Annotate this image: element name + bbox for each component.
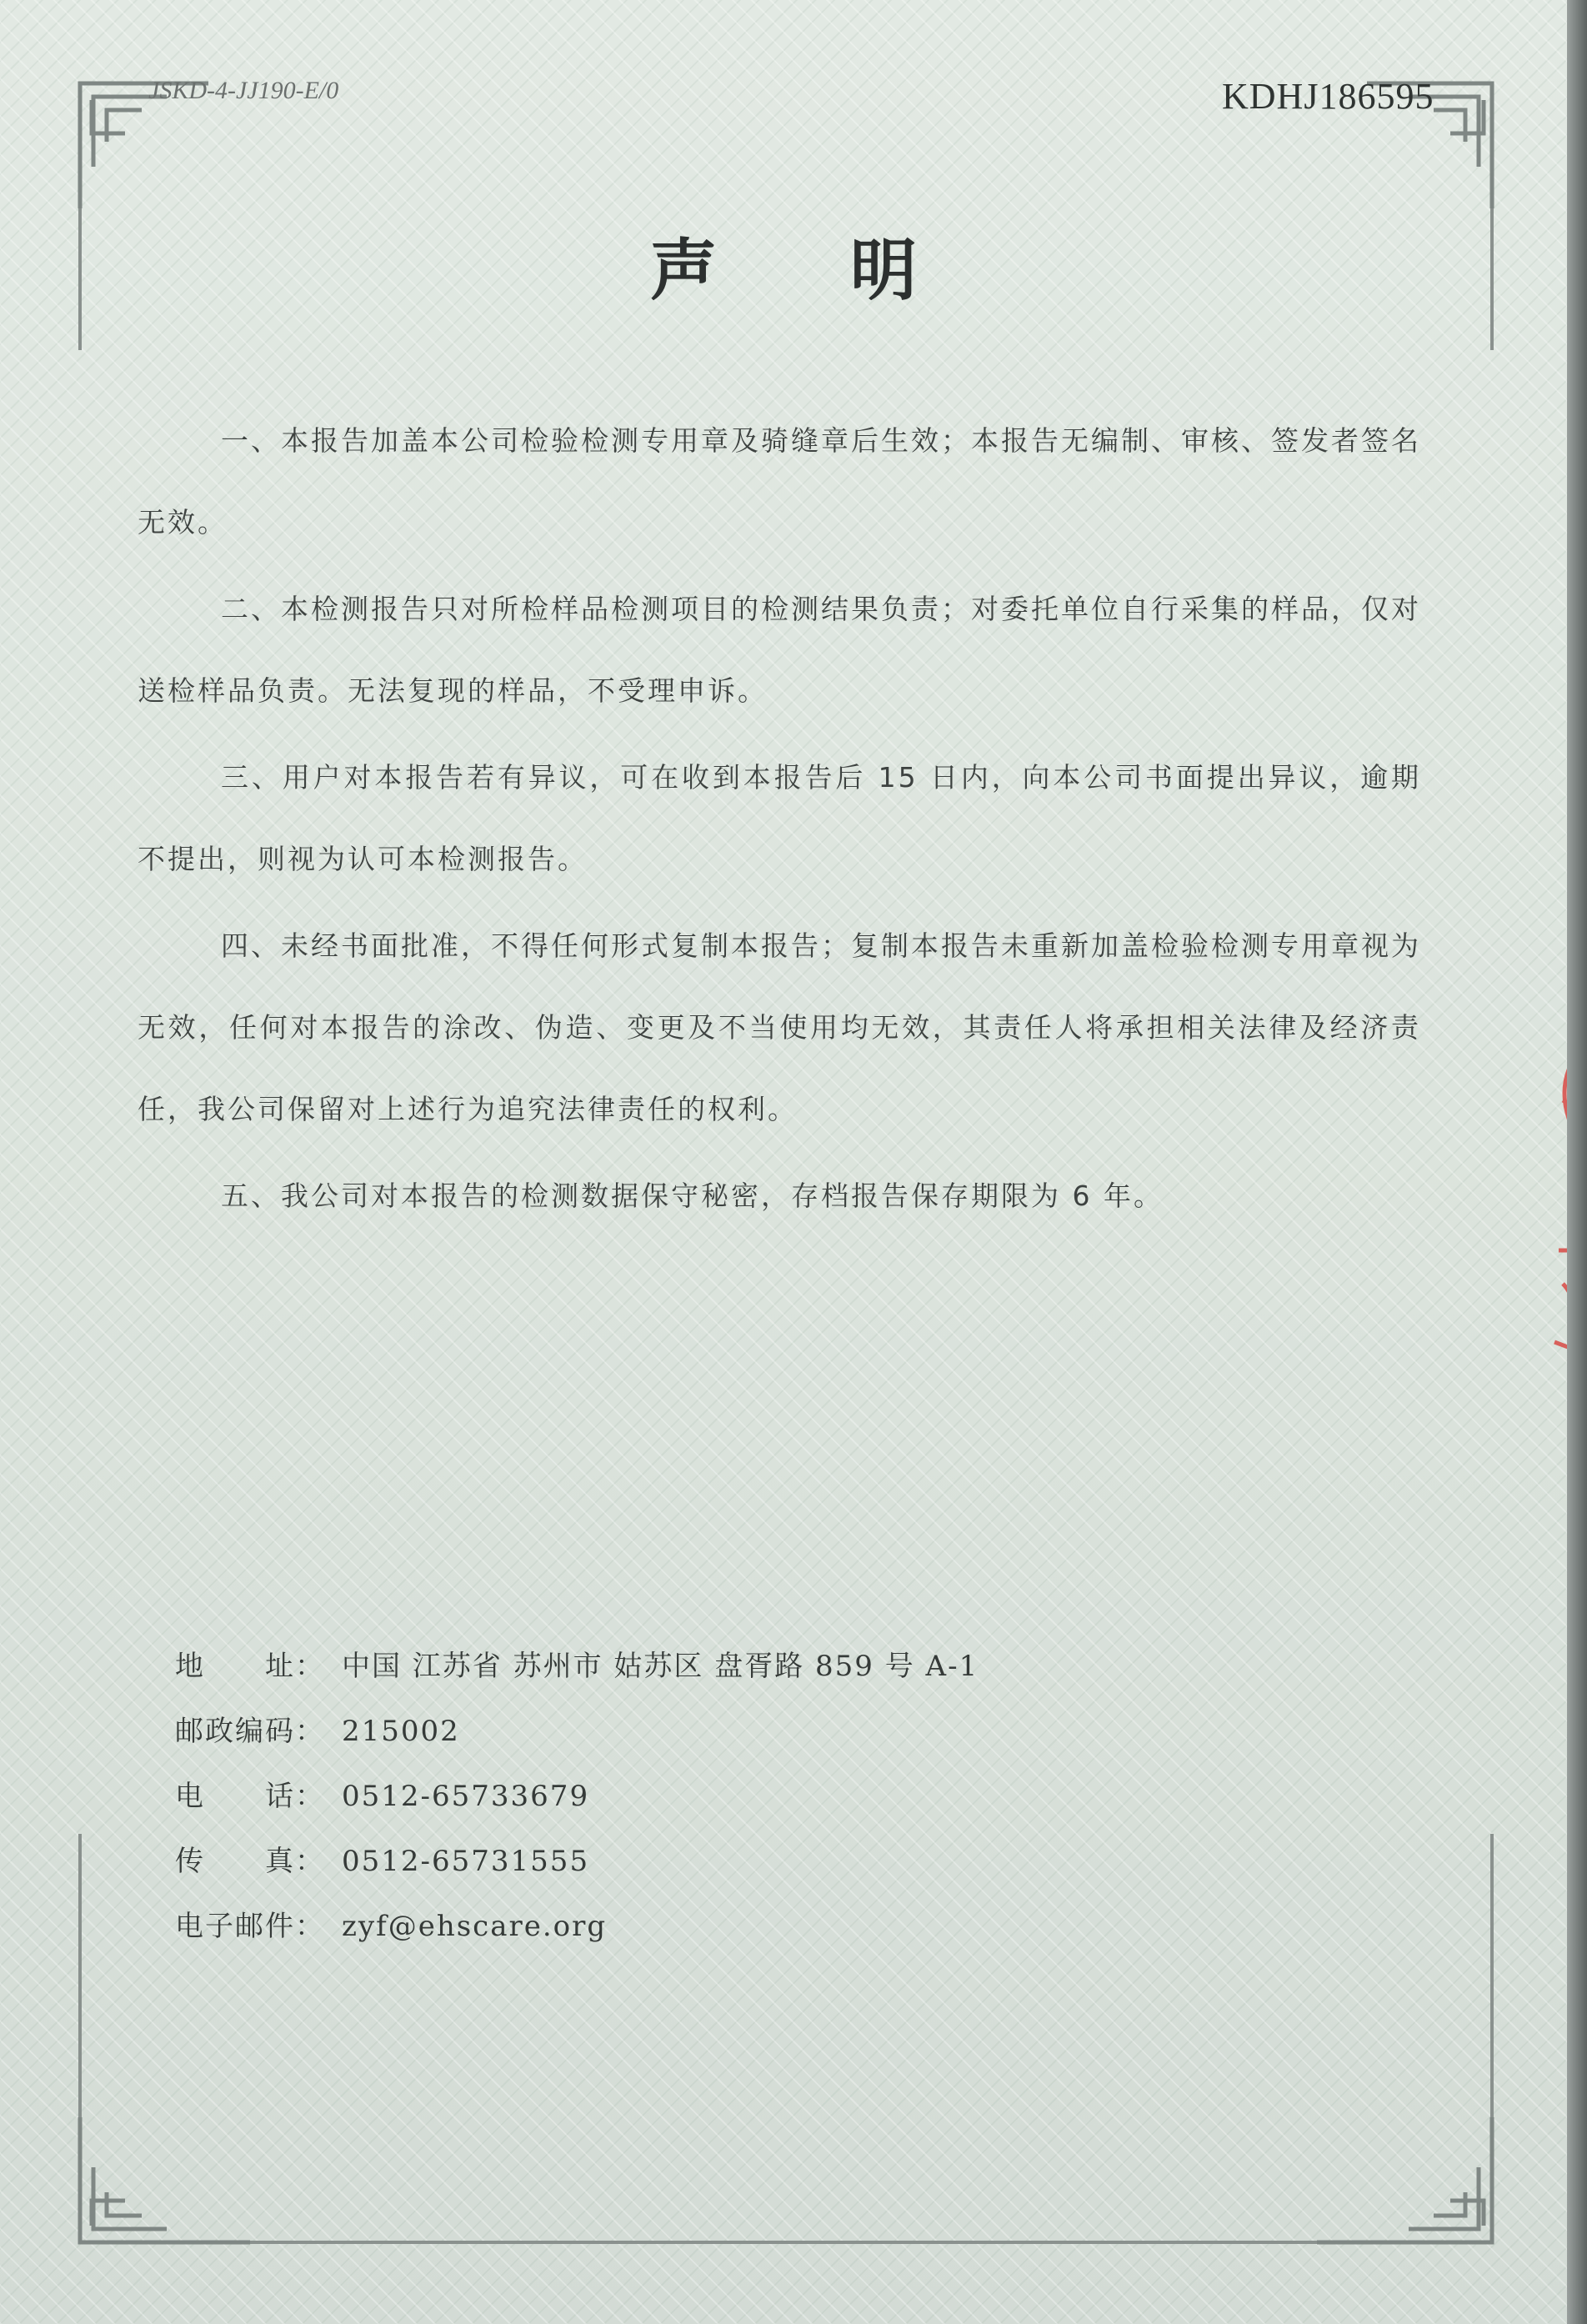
postcode-value: 215002 (342, 1715, 460, 1748)
email-row (175, 1894, 979, 1959)
clause-5: 五、我公司对本报告的检测数据保守秘密，存档报告保存期限为 6 年。 (221, 1180, 1164, 1212)
declaration-clauses (138, 400, 1421, 1242)
fax-value: 0512-65731555 (342, 1845, 590, 1878)
document-code: JSKD-4-JJ190-E/0 (148, 77, 339, 104)
contact-block (175, 1634, 979, 1959)
phone-value: 0512-65733679 (342, 1780, 590, 1813)
address-label: 地 址： (175, 1650, 325, 1683)
page-edge-shadow (1567, 0, 1587, 2324)
postcode-row (175, 1699, 979, 1764)
clause-4: 四、未经书面批准，不得任何形式复制本报告；复制本报告未重新加盖检验检测专用章视为无效，任何对本报告的涂改、伪造、变更及不当使用均无效，其责任人将承担相关法律及经济责任，我公司保留对上述行为追究法律责任的权利。 (138, 929, 1421, 1125)
phone-row (175, 1764, 979, 1829)
address-value: 中国 江苏省 苏州市 姑苏区 盘胥路 859 号 A-1 (342, 1650, 979, 1683)
email-value: zyf@ehscare.org (342, 1910, 608, 1943)
fax-row (175, 1829, 979, 1894)
seam-stamp-fragment (1546, 1034, 1567, 1367)
clause-3: 三、用户对本报告若有异议，可在收到本报告后 15 日内，向本公司书面提出异议，逾期不提出，则视为认可本检测报告。 (138, 761, 1421, 875)
email-label: 电子邮件： (175, 1910, 325, 1943)
page-title: 声明 (650, 231, 1050, 309)
address-row (175, 1634, 979, 1699)
postcode-label: 邮政编码： (175, 1715, 325, 1748)
report-number: KDHJ186595 (1222, 76, 1434, 117)
fax-label: 传 真： (175, 1845, 325, 1878)
phone-label: 电 话： (175, 1780, 325, 1813)
clause-2: 二、本检测报告只对所检样品检测项目的检测结果负责；对委托单位自行采集的样品，仅对送检样品负责。无法复现的样品，不受理申诉。 (138, 593, 1421, 707)
clause-1: 一、本报告加盖本公司检验检测专用章及骑缝章后生效；本报告无编制、审核、签发者签名无效。 (138, 424, 1421, 538)
